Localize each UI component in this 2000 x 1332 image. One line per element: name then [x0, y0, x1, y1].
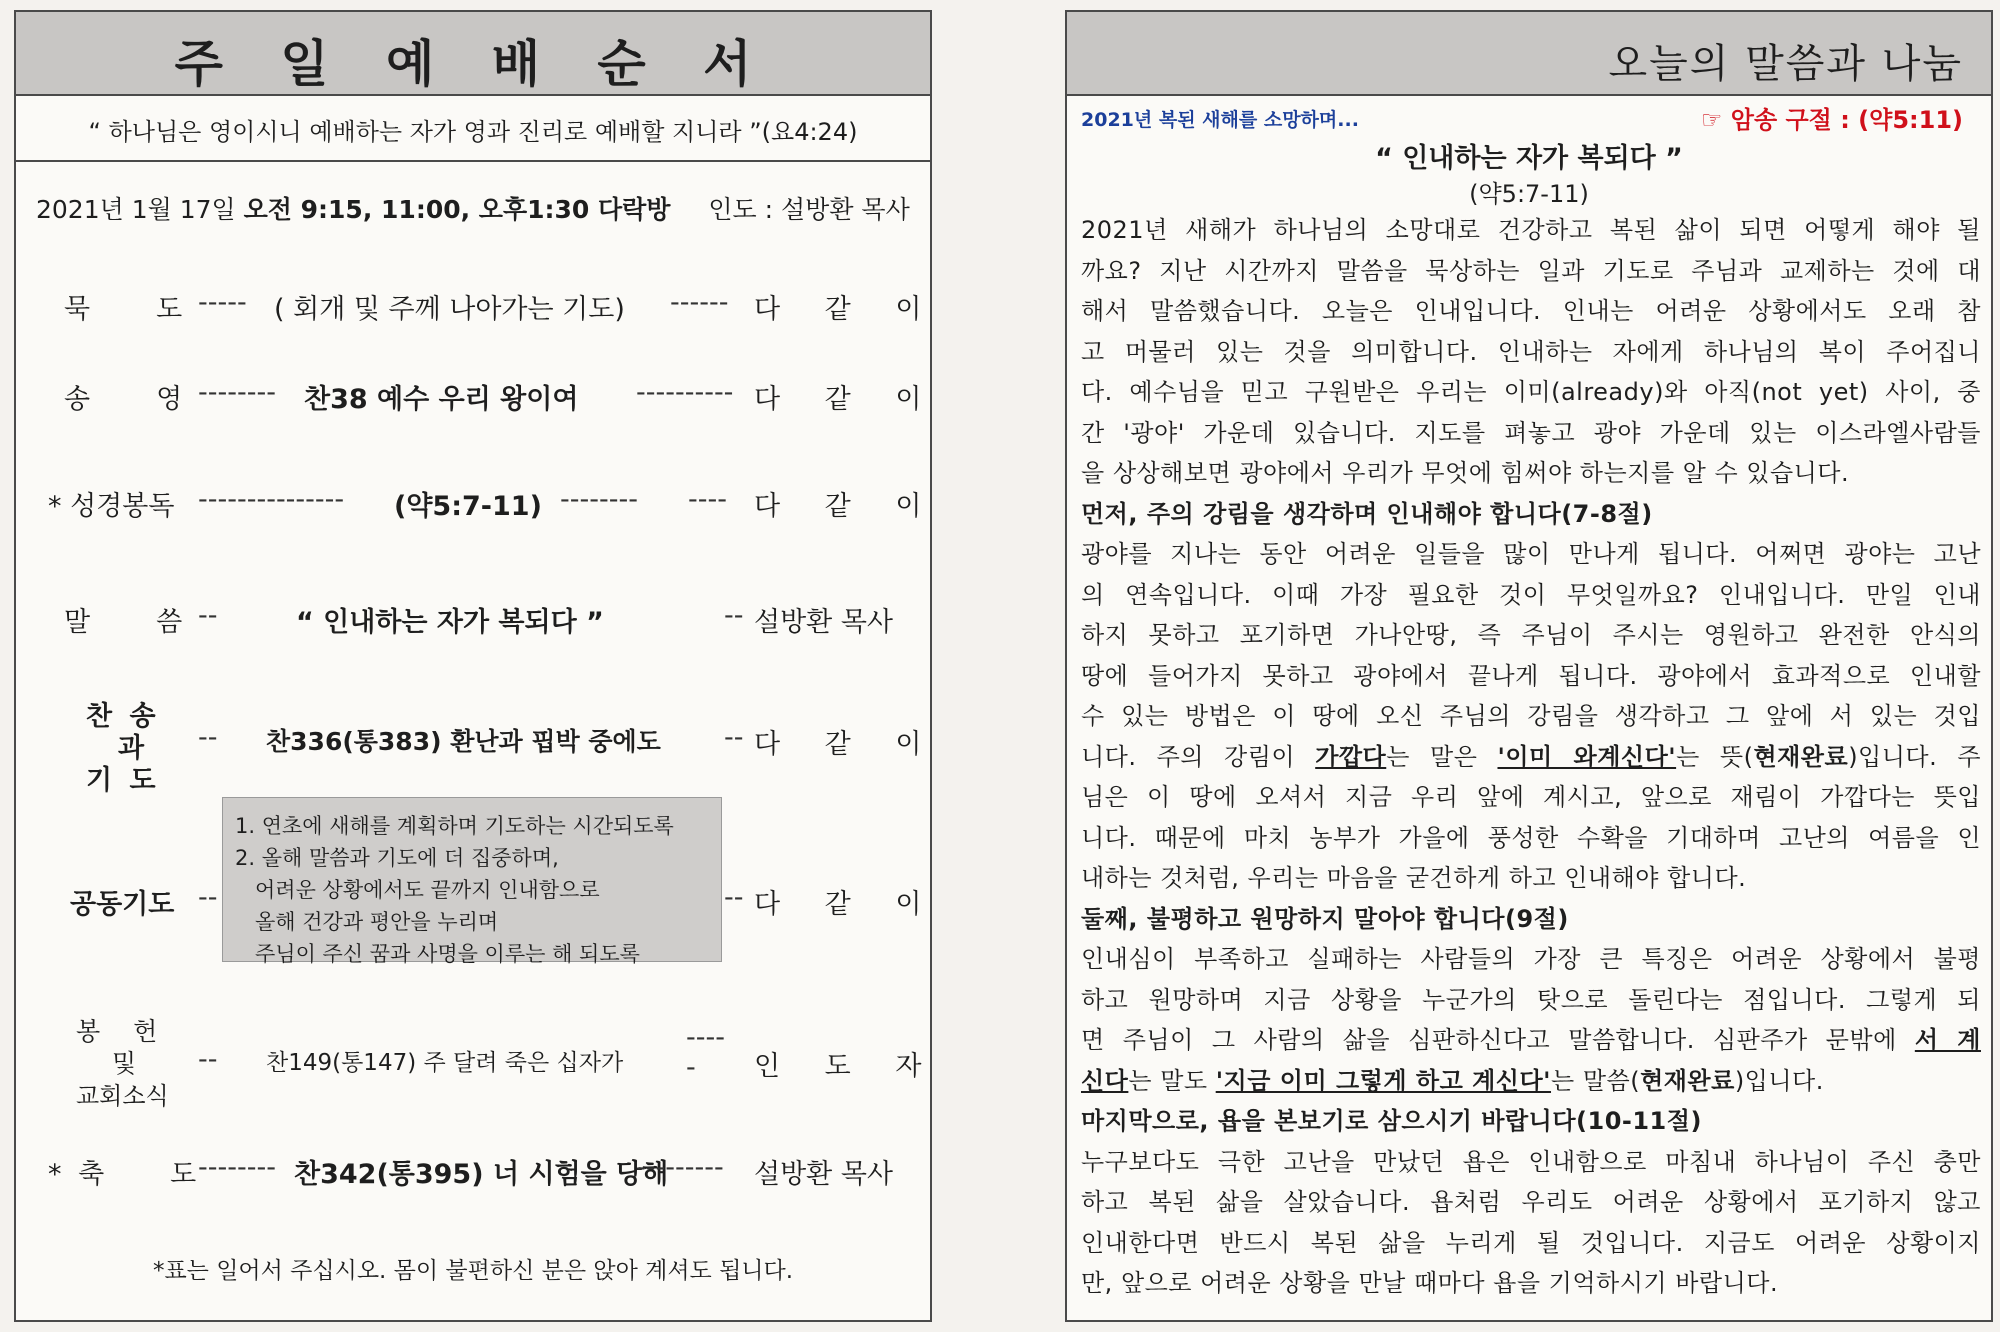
- prayer-item: 1. 연초에 새해를 계획하며 기도하는 시간되도록: [235, 814, 674, 838]
- order-content: 찬38 예수 우리 왕이여: [304, 384, 579, 415]
- order-responsible: 다 같 이: [754, 384, 940, 415]
- service-time: 오전 9:15, 11:00, 오후1:30 다락방: [243, 195, 671, 224]
- sermon-section-heading: 마지막으로, 욥을 본보기로 삼으시기 바랍니다(10-11절): [1081, 1107, 1702, 1135]
- order-dash: ----------: [636, 377, 734, 408]
- text-run: 는 뜻(: [1676, 742, 1754, 771]
- text-run: 는 말은: [1386, 742, 1498, 771]
- memory-verse: ☞ 암송 구절 : (약5:11): [1700, 106, 1963, 134]
- order-label: 말 씀: [64, 607, 187, 638]
- order-label: 봉 헌: [76, 1017, 162, 1046]
- sermon-body-line: 광야를 지나는 동안 어려운 일들을 많이 만나게 됩니다. 어쩌면 광야는 고난: [1081, 540, 1981, 568]
- order-label: 묵 도: [64, 294, 187, 325]
- underlined-emphasis: 서 계: [1914, 1026, 1981, 1054]
- service-leader: 인도 : 설방환 목사: [708, 195, 910, 224]
- sermon-body: [1081, 210, 1981, 1304]
- standing-note: *표는 일어서 주십시오. 몸이 불편하신 분은 앉아 계셔도 됩니다.: [152, 1258, 794, 1284]
- sermon-section-heading: 먼저, 주의 강림을 생각하며 인내해야 합니다(7-8절): [1081, 499, 1653, 528]
- sermon-title: “ 인내하는 자가 복되다 ”: [1375, 143, 1683, 174]
- text-run: 니다. 주의 강림이: [1081, 742, 1316, 771]
- order-dash: --: [198, 1044, 218, 1075]
- bold-emphasis: 현재완료: [1640, 1066, 1735, 1095]
- prayer-item: 어려운 상황에서도 끝까지 인내함으로: [255, 878, 600, 902]
- sermon-reference: (약5:7-11): [1469, 180, 1589, 208]
- order-responsible: 인 도 자: [754, 1051, 940, 1082]
- sermon-body-line: 누구보다도 극한 고난을 만났던 욥은 인내함으로 마침내 하나님이 주신 충만: [1081, 1147, 1981, 1176]
- sermon-body-line: [1081, 1020, 1981, 1061]
- sermon-body-line: 하지 못하고 포기하면 가나안땅, 즉 주님이 주시는 영원하고 완전한 안식의: [1081, 621, 1981, 649]
- order-label: 공동기도: [70, 889, 175, 920]
- order-dash: ------: [670, 287, 729, 318]
- text-run: 는 말씀(: [1551, 1066, 1641, 1095]
- order-label: 교회소식: [76, 1082, 169, 1110]
- sermon-body-line: 님은 이 땅에 오셔서 지금 우리 앞에 계시고, 앞으로 재림이 가깝다는 뜻입: [1081, 783, 1981, 811]
- sermon-body-line: 만, 앞으로 어려운 상황을 만날 때마다 욥을 기억하시기 바랍니다.: [1081, 1269, 1779, 1297]
- sermon-body-line: 수 있는 방법은 이 땅에 오신 주님의 강림을 생각하고 그 앞에 서 있는 것입: [1081, 702, 1981, 730]
- sermon-body-line: 내하는 것처럼, 우리는 마음을 굳건하게 하고 인내해야 합니다.: [1081, 864, 1747, 892]
- prayer-item: 주님이 주신 꿈과 사명을 이루는 해 되도록: [255, 942, 640, 966]
- order-content: 찬342(통395) 너 시험을 당해: [294, 1159, 669, 1190]
- sermon-body-line: 하고 복된 삶을 살았습니다. 욥처럼 우리도 어려운 상황에서 포기하지 않고: [1081, 1188, 1981, 1216]
- joint-prayer-box: [222, 797, 722, 966]
- order-dash: --------: [560, 484, 638, 515]
- underlined-emphasis: '지금 이미 그렇게 하고 계신다': [1215, 1066, 1552, 1095]
- order-dash: --: [198, 882, 218, 913]
- service-info: [36, 190, 910, 226]
- order-dash: --------: [198, 377, 276, 408]
- underlined-emphasis: 신다: [1081, 1066, 1129, 1095]
- order-dash: --: [198, 600, 218, 631]
- order-responsible: 다 같 이: [754, 729, 940, 760]
- sermon-body-line: 인내심이 부족하고 실패하는 사람들의 가장 큰 특징은 어려운 상황에서 불평: [1081, 945, 1981, 973]
- order-content: ( 회개 및 주께 나아가는 기도): [274, 294, 625, 325]
- sermon-body-line: 까요? 지난 시간까지 말씀을 묵상하는 일과 기도로 주님과 교제하는 것에 대: [1081, 256, 1981, 285]
- sermon-panel-title: 오늘의 말씀과 나눔: [1608, 41, 1963, 87]
- bold-emphasis: 현재완료: [1753, 742, 1849, 771]
- order-dash: ----: [688, 484, 727, 515]
- sermon-panel: [1065, 10, 1993, 1322]
- sermon-body-line: 간 '광야' 가운데 있습니다. 지도를 펴놓고 광야 가운데 있는 이스라엘사람들: [1081, 418, 1981, 447]
- order-dash: --------: [198, 1152, 276, 1183]
- sermon-body-line: 해서 말씀했습니다. 오늘은 인내입니다. 인내는 어려운 상황에서도 오래 참: [1081, 297, 1981, 325]
- order-content: 찬149(통147) 주 달려 죽은 십자가: [266, 1050, 624, 1076]
- order-dash: ---------: [636, 1152, 724, 1183]
- order-responsible: 다 같 이: [754, 294, 940, 325]
- order-label: 찬 송: [86, 701, 160, 732]
- order-label: * 축 도: [48, 1159, 201, 1190]
- sermon-body-line: 땅에 들어가지 못하고 광야에서 끝나게 됩니다. 광야에서 효과적으로 인내할: [1081, 661, 1981, 690]
- order-label: 및: [112, 1049, 141, 1078]
- order-dash: ---------------: [198, 484, 345, 515]
- theme-verse: “ 하나님은 영이시니 예배하는 자가 영과 진리로 예배할 지니라 ”(요4:24): [88, 118, 858, 146]
- order-label: 과: [118, 733, 149, 764]
- text-run: )입니다. 주: [1848, 742, 1982, 771]
- new-year-subtitle: 2021년 복된 새해를 소망하며...: [1081, 109, 1359, 131]
- text-run: 는 말도: [1128, 1066, 1216, 1095]
- order-responsible: 설방환 목사: [754, 607, 893, 638]
- order-dash: --: [724, 600, 744, 631]
- prayer-item: 올해 건강과 평안을 누리며: [255, 910, 499, 934]
- sermon-body-line: 하고 원망하며 지금 상황을 누군가의 탓으로 돌린다는 점입니다. 그렇게 되: [1081, 985, 1981, 1014]
- order-content: 찬336(통383) 환난과 핍박 중에도: [266, 727, 661, 756]
- sermon-body-line: 고 머물러 있는 것을 의미합니다. 인내하는 자에게 하나님의 복이 주어집니: [1081, 337, 1981, 366]
- divider: [16, 160, 930, 162]
- service-date: 2021년 1월 17일: [36, 195, 236, 224]
- sermon-body-line: 인내한다면 반드시 복된 삶을 누리게 될 것입니다. 지금도 어려운 상황이지: [1081, 1228, 1981, 1257]
- order-dash: -----: [198, 287, 247, 318]
- order-content: “ 인내하는 자가 복되다 ”: [296, 607, 604, 638]
- worship-order-title: 주 일 예 배 순 서: [174, 35, 772, 93]
- text-run: 면 주님이 그 사람의 삶을 심판하신다고 말씀합니다. 심판주가 문밖에: [1081, 1026, 1915, 1054]
- order-content: (약5:7-11): [394, 491, 542, 522]
- sermon-section-heading: 둘째, 불평하고 원망하지 말아야 합니다(9절): [1081, 904, 1569, 933]
- worship-order-panel: [14, 10, 940, 1322]
- underlined-emphasis: '이미 와계신다': [1497, 742, 1677, 771]
- order-responsible: 다 같 이: [754, 491, 940, 522]
- order-label: 송 영: [64, 384, 187, 415]
- sermon-body-line: 2021년 새해가 하나님의 소망대로 건강하고 복된 삶이 되면 어떻게 해야 될: [1081, 216, 1981, 244]
- order-label: * 성경봉독: [48, 491, 175, 522]
- order-dash: --: [724, 722, 744, 753]
- worship-order-header: [16, 12, 930, 96]
- order-label: 기 도: [86, 765, 160, 796]
- order-dash: --: [724, 882, 744, 913]
- sermon-body-line: 의 연속입니다. 이때 가장 필요한 것이 무엇일까요? 인내입니다. 만일 인내: [1081, 580, 1981, 609]
- underlined-emphasis: 가깝다: [1315, 742, 1387, 771]
- sermon-body-line: 니다. 때문에 마치 농부가 가을에 풍성한 수확을 기대하며 고난의 여름을 인: [1081, 823, 1981, 852]
- sermon-body-line: [1081, 737, 1981, 778]
- order-responsible: 설방환 목사: [754, 1159, 893, 1190]
- order-dash: --: [198, 722, 218, 753]
- order-responsible: 다 같 이: [754, 889, 940, 920]
- sermon-body-line: [1081, 1061, 1981, 1102]
- sermon-header: [1067, 12, 1991, 96]
- sermon-body-line: 을 상상해보면 광야에서 우리가 무엇에 힘써야 하는지를 알 수 있습니다.: [1081, 459, 1850, 487]
- text-run: )입니다.: [1734, 1066, 1824, 1095]
- order-dash: ----: [686, 1022, 725, 1053]
- sermon-body-line: 다. 예수님을 믿고 구원받은 우리는 이미(already)와 아직(not yet) 사이, 중: [1081, 378, 1981, 406]
- prayer-item: 2. 올해 말씀과 기도에 더 집중하며,: [235, 846, 559, 870]
- order-dash: -: [686, 1052, 696, 1083]
